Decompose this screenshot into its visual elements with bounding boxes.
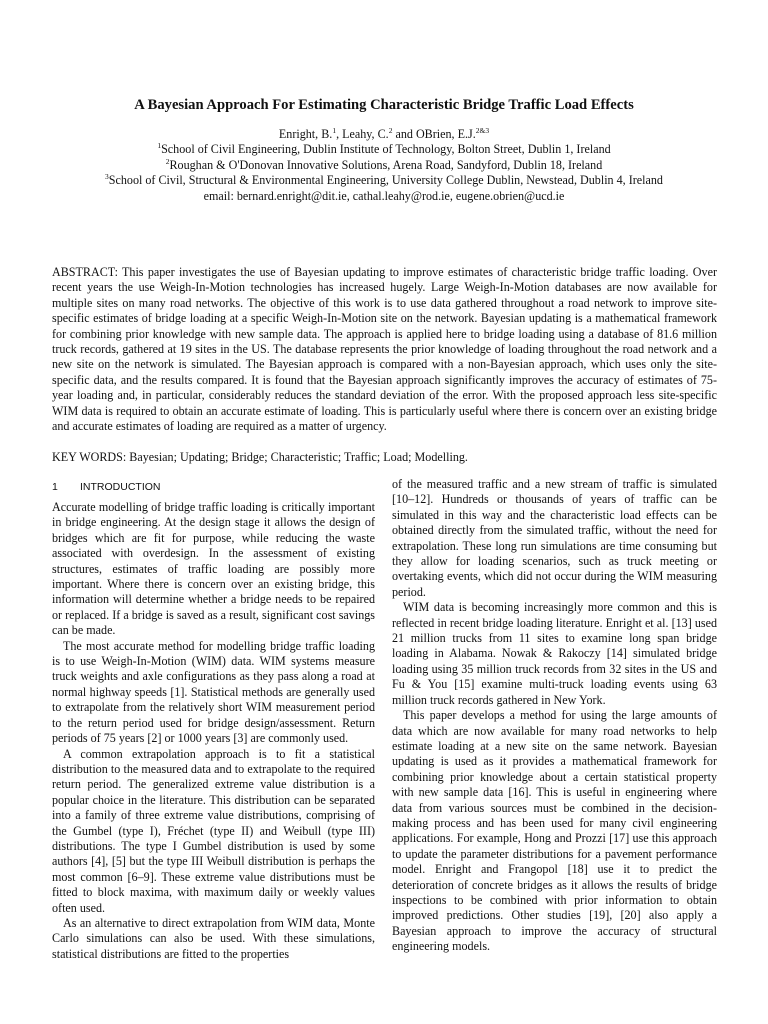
affiliation-1: $^1$School of Civil Engineering, Dublin Institute of Technology, Bolton Street, Dublin 1, Ireland [157, 141, 611, 157]
left-column [52, 500, 375, 962]
author-3: and OBrien, E.J. [395, 127, 476, 141]
keywords: KEY WORDS: Bayesian; Updating; Bridge; Characteristic; Traffic; Load; Modelling. [52, 450, 468, 464]
section-number: 1 [52, 481, 58, 493]
paragraph: Accurate modelling of bridge traffic loading is critically important in bridge engineering. At the design stage it allows the design of bridges which are fit for purpose, while reducing the waste associated with overdesign. In the assessment of existing structures, estimates of traffic loading are possibly more important. Where there is concern over an existing bridge, this information will determine whether a bridge needs to be repaired or replaced. If a bridge is saved as a result, significant cost savings can be made. [52, 500, 375, 638]
author-block [40, 127, 728, 204]
affiliation-3: $^3$School of Civil, Structural & Environmental Engineering, University College Dublin, Newstead, Dublin 4, Ireland [105, 172, 663, 188]
right-column [392, 477, 717, 955]
paragraph: of the measured traffic and a new stream of traffic is simulated [10–12]. Hundreds or thousands of years of traffic can be simulated in this way and the characteristic load effects can be obtained directly from the simulated traffic, without the need for extrapolation. These long run simulations are time consuming but they allow for loading scenarios, such as truck meeting or overtaking events, which did not occur during the WIM measuring period. [392, 477, 717, 599]
author-line: Enright, B.$^1$, Leahy, C.$^2$ and OBrien, E.J.$^{2\&3}$ [278, 126, 490, 141]
paragraph: A common extrapolation approach is to fit a statistical distribution to the measured data and to extrapolate to the required return period. The generalized extreme value distribution is a popular choice in the literature. This distribution can be separated into a family of three extreme value distributions, comprising of the Gumbel (type I), Fréchet (type II) and Weibull (type III) distributions. The type I Gumbel distribution is used by some authors [4], [5] but the type III Weibull distribution is perhaps the most common [6–9]. These extreme value distributions must be fitted to block maxima, with maximum daily or weekly values often used. [52, 746, 375, 915]
author-2: Leahy, C. [342, 127, 389, 141]
paper-title: A Bayesian Approach For Estimating Characteristic Bridge Traffic Load Effects [134, 97, 634, 113]
paragraph: This paper develops a method for using the large amounts of data which are now available for many road networks to help estimate loading at a new site on the same network. Bayesian updating is used as it provides a mathematical framework for combining prior knowledge about a certain statistical property with new sample data [16]. This is useful in engineering where data from various sources must be combined in the decision-making process and has been used for many civil engineering applications. For example, Hong and Prozzi [17] use this approach to update the parameter distributions for a pavement performance model. Enright and Frangopol [18] use it to predict the deterioration of concrete bridges as it allows the results of bridge inspections to be combined with prior information to obtain improved predictions. Other studies [19], [20] also apply a Bayesian approach to improve the accuracy of structural engineering models. [392, 708, 717, 954]
affiliation-2: $^2$Roughan & O'Donovan Innovative Solutions, Arena Road, Sandyford, Dublin 18, Ireland [165, 156, 603, 172]
section-title: INTRODUCTION [80, 481, 161, 493]
section-heading [52, 481, 372, 493]
email-line: email: bernard.enright@dit.ie, cathal.leahy@rod.ie, eugene.obrien@ucd.ie [203, 188, 565, 203]
paragraph: The most accurate method for modelling bridge traffic loading is to use Weigh-In-Motion (WIM) data. WIM systems measure truck weights and axle configurations as they pass along a road at normal highway speeds [1]. Statistical methods are generally used to extrapolate from the relatively short WIM measurement period to the return period used for bridge design/assessment. Return periods of 75 years [2] or 1000 years [3] are commonly used. [52, 638, 375, 746]
author-3-sup: 2&3 [475, 126, 490, 135]
author-1-sup: 1 [332, 126, 337, 135]
author-1: Enright, B. [278, 127, 333, 141]
abstract: ABSTRACT: This paper investigates the use of Bayesian updating to improve estimates of characteristic bridge traffic loading. Over recent years the use Weigh-In-Motion technologies has increased hugely. Large Weigh-In-Motion databases are now available for multiple sites on many road networks. The objective of this work is to use data gathered throughout a road network to improve site-specific estimates of bridge loading at a specific Weigh-In-Motion site on the network. Bayesian updating is a mathematical framework for combining prior knowledge with new sample data. The approach is applied here to bridge loading using a database of 81.6 million truck records, gathered at 19 sites in the US. The database represents the prior knowledge of loading throughout the road network and a new site on the network is simulated. The Bayesian approach is compared with a non-Bayesian approach, which uses only the site-specific data, and the results compared. It is found that the Bayesian approach significantly improves the accuracy of estimates of 75-year loading and, in particular, considerably reduces the standard deviation of the error. With the proposed approach less site-specific WIM data is required to obtain an accurate estimate of loading. This is particularly useful where there is concern over an existing bridge and accurate estimates of loading are required as a matter of urgency. [52, 265, 717, 434]
author-2-sup: 2 [388, 126, 393, 135]
paragraph: As an alternative to direct extrapolation from WIM data, Monte Carlo simulations can also be used. With these simulations, statistical distributions are fitted to the properties [52, 915, 375, 961]
paragraph: WIM data is becoming increasingly more common and this is reflected in recent bridge loading literature. Enright et al. [13] used 21 million trucks from 11 sites to examine long span bridge loading in Alabama. Nowak & Rakoczy [14] simulated bridge loading using 35 million truck records from 32 sites in the US and Fu & You [15] examine multi-truck loading events using 63 million truck records gathered in New York. [392, 600, 717, 707]
